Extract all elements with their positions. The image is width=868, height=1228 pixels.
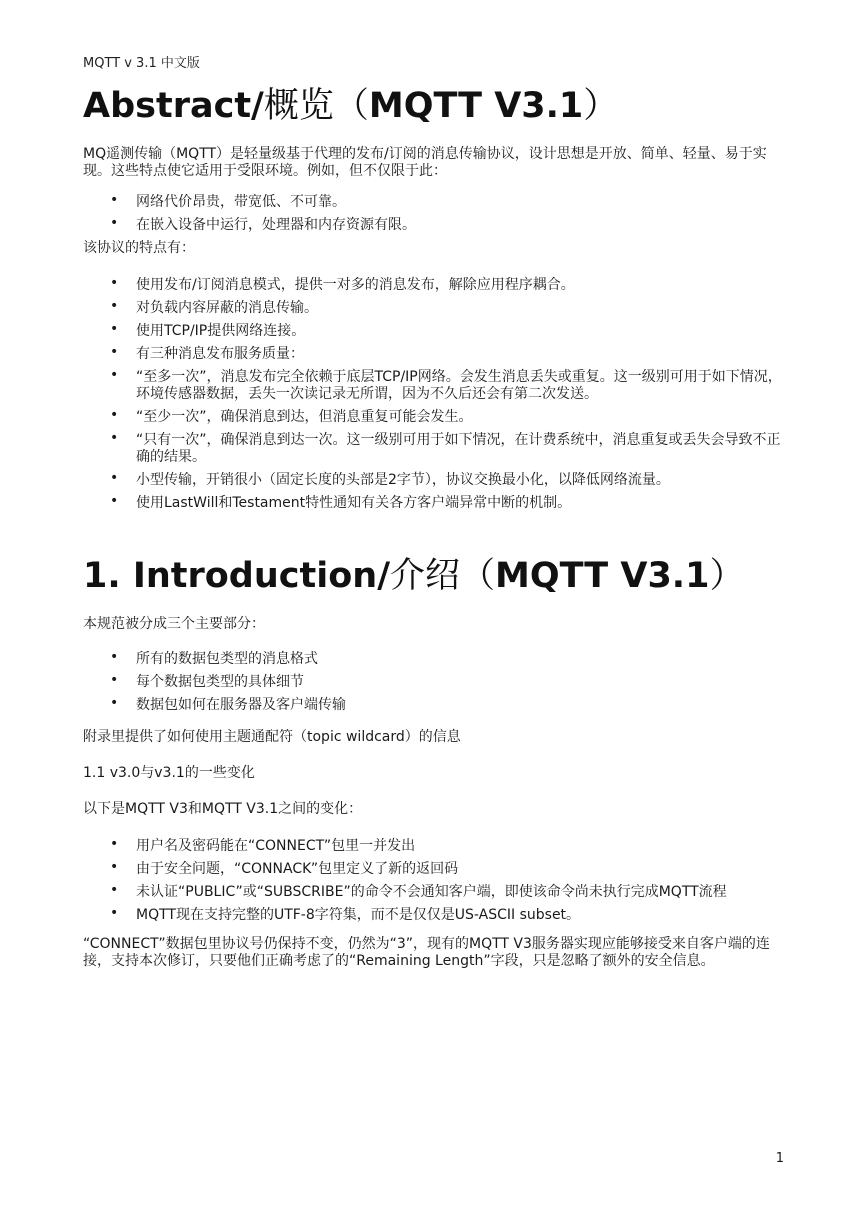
list-item: • 使用TCP/IP提供网络连接。	[110, 321, 306, 339]
list-item: • 使用发布/订阅消息模式，提供一对多的消息发布，解除应用程序耦合。	[110, 275, 575, 293]
changes-intro-paragraph: 以下是MQTT V3和MQTT V3.1之间的变化：	[83, 801, 363, 817]
bullet-icon: •	[110, 192, 119, 208]
bullet-icon: •	[110, 905, 119, 921]
list-item: • 有三种消息发布服务质量：	[110, 344, 304, 362]
introduction-heading-version: MQTT V3.1	[495, 556, 710, 596]
list-item: • 对负载内容屏蔽的消息传输。	[110, 298, 318, 316]
introduction-heading	[83, 554, 783, 598]
list-item: • 网络代价昂贵，带宽低、不可靠。	[110, 192, 346, 210]
list-item: • 小型传输，开销很小（固定长度的头部是2字节），协议交换最小化，以降低网络流量。	[110, 470, 670, 488]
list-item: • 所有的数据包类型的消息格式	[110, 649, 318, 667]
bullet-icon: •	[110, 672, 119, 688]
bullet-icon: •	[110, 275, 119, 291]
closing-paragraph: “CONNECT”数据包里协议号仍保持不变，仍然为“3”，现有的MQTT V3服务器实现应能够接受来自客户端的连接，支持本次修订，只要他们正确考虑了的“Remaining Length”字段，只是忽略了额外的安全信息。	[83, 936, 770, 969]
bullet-icon: •	[110, 321, 119, 337]
bullet-icon: •	[110, 407, 119, 423]
list-item: • 在嵌入设备中运行，处理器和内存资源有限。	[110, 215, 416, 233]
subsection-title: 1.1 v3.0与v3.1的一些变化	[83, 765, 255, 781]
changes-list	[83, 838, 783, 924]
parts-intro-paragraph: 本规范被分成三个主要部分：	[83, 616, 265, 632]
abstract-heading-close: ）	[583, 86, 619, 126]
bullet-icon: •	[110, 649, 119, 665]
features-intro-paragraph: 该协议的特点有：	[83, 240, 195, 256]
bullet-icon: •	[110, 344, 119, 360]
bullet-icon: •	[110, 859, 119, 875]
bullet-icon: •	[110, 493, 119, 509]
list-item: • “至少一次”，确保消息到达，但消息重复可能会发生。	[110, 407, 473, 425]
list-item: • 未认证“PUBLIC”或“SUBSCRIBE”的命令不会通知客户端，即使该命令尚未执行完成MQTT流程	[110, 882, 727, 900]
list-item: • 每个数据包类型的具体细节	[110, 672, 304, 690]
introduction-heading-close: ）	[709, 556, 745, 596]
list-item: • 用户名及密码能在“CONNECT”包里一并发出	[110, 836, 416, 854]
bullet-icon: •	[110, 430, 119, 446]
bullet-icon: •	[110, 836, 119, 852]
list-item: • MQTT现在支持完整的UTF-8字符集，而不是仅仅是US-ASCII subset。	[110, 905, 581, 923]
list-item: • 由于安全问题，“CONNACK”包里定义了新的返回码	[110, 859, 459, 877]
abstract-heading-cjk: 概览（	[263, 86, 369, 126]
bullet-icon: •	[110, 470, 119, 486]
page-content	[83, 84, 783, 970]
page-number: 1	[775, 1151, 784, 1166]
abstract-intro-paragraph: MQ遥测传输（MQTT）是轻量级基于代理的发布/订阅的消息传输协议，设计思想是开放、简单、轻量、易于实现。这些特点使它适用于受限环境。例如，但不仅限于此：	[83, 146, 767, 179]
abstract-heading	[83, 84, 783, 128]
appendix-note-paragraph: 附录里提供了如何使用主题通配符（topic wildcard）的信息	[83, 729, 461, 745]
list-item: • 数据包如何在服务器及客户端传输	[110, 695, 346, 713]
abstract-heading-version: MQTT V3.1	[368, 86, 584, 126]
bullet-icon: •	[110, 215, 119, 231]
bullet-icon: •	[110, 367, 119, 383]
bullet-icon: •	[110, 695, 119, 711]
introduction-heading-latin: 1. Introduction/	[83, 556, 391, 596]
list-item: • 使用LastWill和Testament特性通知有关各方客户端异常中断的机制。	[110, 493, 572, 511]
abstract-heading-latin: Abstract/	[83, 86, 264, 126]
environment-list	[83, 194, 783, 234]
introduction-heading-cjk: 介绍（	[390, 556, 496, 596]
bullet-icon: •	[110, 882, 119, 898]
features-list	[83, 277, 783, 512]
parts-list	[83, 651, 783, 714]
running-header: MQTT v 3.1 中文版	[83, 56, 200, 71]
bullet-icon: •	[110, 298, 119, 314]
list-item: • “至多一次”，消息发布完全依赖于底层TCP/IP网络。会发生消息丢失或重复。这一级别可用于如下情况，环境传感器数据，丢失一次读记录无所谓，因为不久后还会有第二次发送。	[110, 367, 782, 402]
list-item: • “只有一次”，确保消息到达一次。这一级别可用于如下情况，在计费系统中，消息重复或丢失会导致不正确的结果。	[110, 430, 781, 465]
